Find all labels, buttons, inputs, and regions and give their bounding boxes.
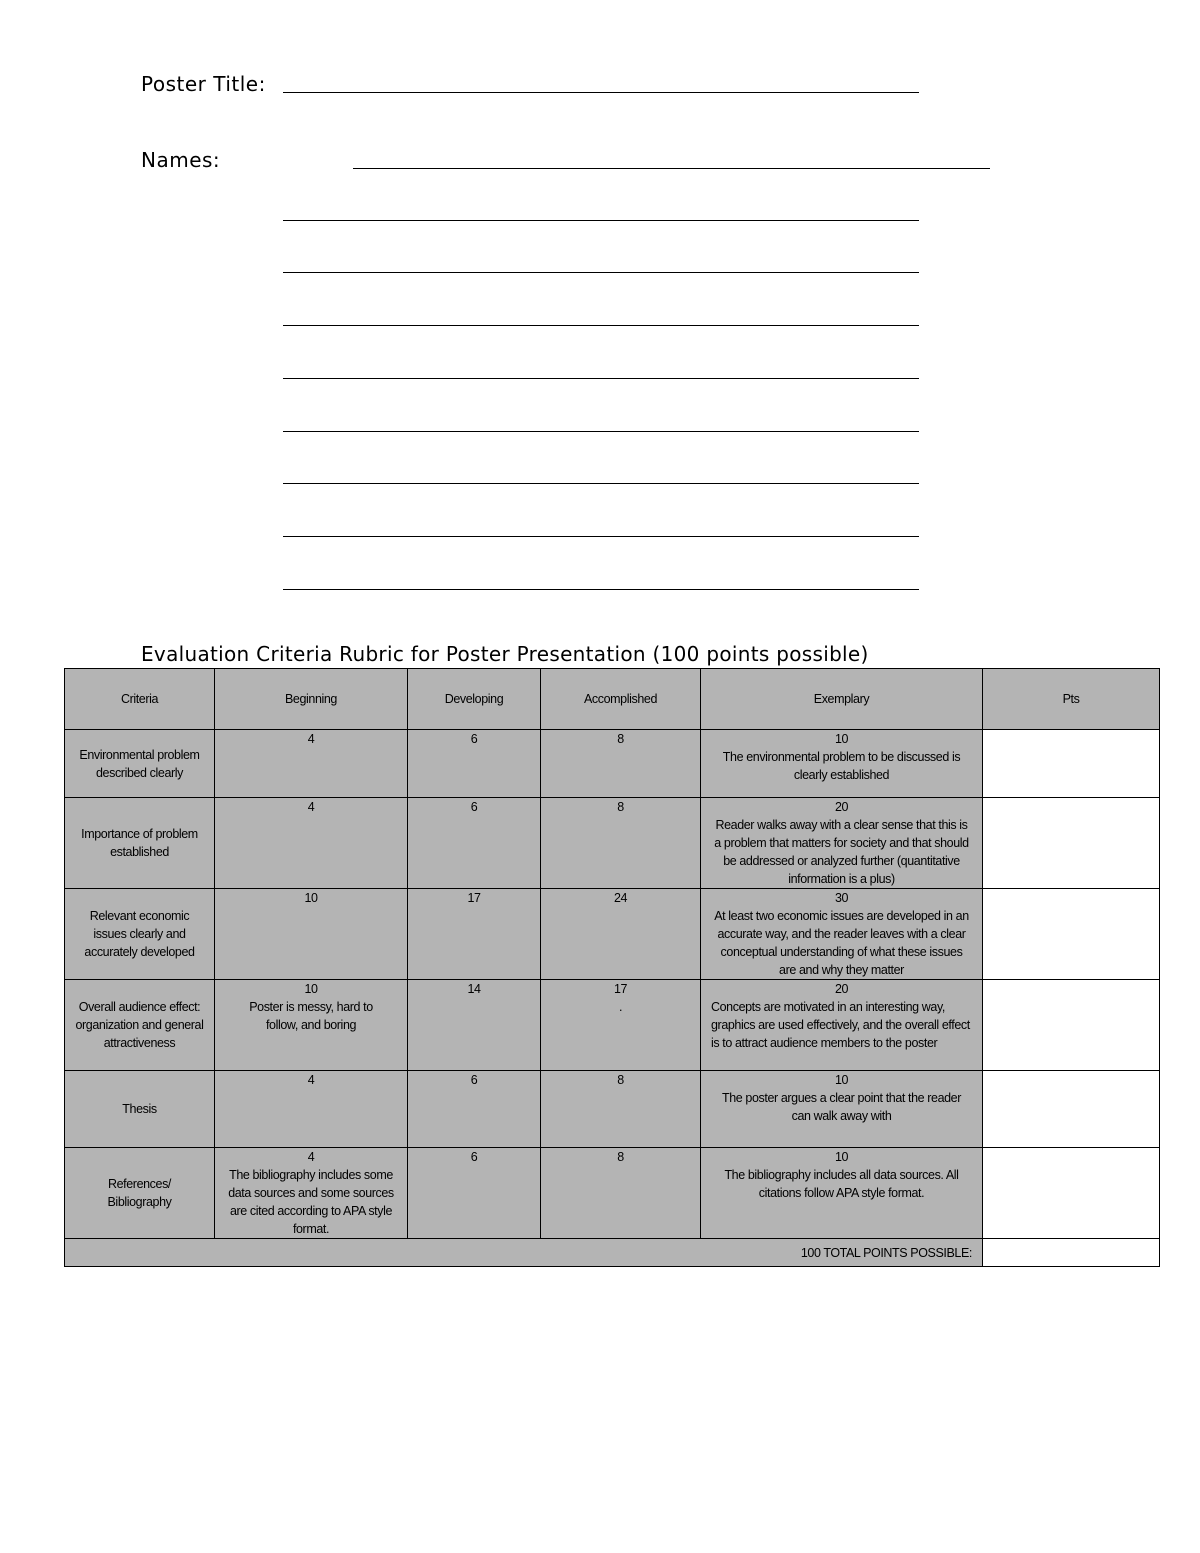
exemplary-text: Concepts are motivated in an interesting way, graphics are used effectively, and the overall effect is to attract audience members to the poster bbox=[711, 1000, 970, 1050]
beginning-score: 10 bbox=[304, 982, 318, 996]
developing-score: 6 bbox=[470, 1150, 478, 1164]
accomplished-cell bbox=[541, 1071, 701, 1148]
name-line-6[interactable] bbox=[283, 431, 919, 432]
exemplary-cell bbox=[701, 889, 983, 980]
beginning-cell bbox=[215, 1071, 408, 1148]
developing-score: 6 bbox=[470, 1073, 478, 1087]
exemplary-cell bbox=[701, 798, 983, 889]
pts-input-cell[interactable] bbox=[983, 980, 1160, 1071]
accomplished-text: . bbox=[618, 1000, 623, 1014]
pts-input-cell[interactable] bbox=[983, 889, 1160, 980]
developing-score: 6 bbox=[470, 732, 478, 746]
accomplished-score: 8 bbox=[617, 732, 624, 746]
exemplary-cell bbox=[701, 730, 983, 798]
table-row bbox=[65, 1148, 1160, 1239]
rubric-title: Evaluation Criteria Rubric for Poster Presentation (100 points possible) bbox=[141, 642, 869, 666]
header-exemplary: Exemplary bbox=[701, 669, 983, 730]
beginning-score: 4 bbox=[307, 800, 315, 814]
developing-cell bbox=[408, 798, 541, 889]
criteria-cell: Thesis bbox=[65, 1071, 215, 1148]
accomplished-cell bbox=[541, 980, 701, 1071]
developing-cell bbox=[408, 980, 541, 1071]
accomplished-score: 8 bbox=[617, 1073, 624, 1087]
exemplary-text: The poster argues a clear point that the reader can walk away with bbox=[722, 1091, 961, 1123]
poster-title-line[interactable] bbox=[283, 92, 919, 93]
exemplary-cell bbox=[701, 1148, 983, 1239]
header-developing: Developing bbox=[408, 669, 541, 730]
table-row bbox=[65, 889, 1160, 980]
criteria-cell: Importance of problem established bbox=[65, 798, 215, 889]
poster-title-label: Poster Title: bbox=[141, 72, 266, 96]
exemplary-cell bbox=[701, 980, 983, 1071]
beginning-cell bbox=[215, 889, 408, 980]
header-pts: Pts bbox=[983, 669, 1160, 730]
exemplary-text: At least two economic issues are developed in an accurate way, and the reader leaves with a clear conceptual understanding of what these issues are and why they matter bbox=[714, 909, 969, 977]
table-row bbox=[65, 730, 1160, 798]
accomplished-cell bbox=[541, 798, 701, 889]
exemplary-text: Reader walks away with a clear sense that this is a problem that matters for society and that should be addressed or analyzed further (quantitative information is a plus) bbox=[714, 818, 969, 886]
name-line-4[interactable] bbox=[283, 325, 919, 326]
accomplished-cell bbox=[541, 889, 701, 980]
beginning-cell bbox=[215, 980, 408, 1071]
header-accomplished: Accomplished bbox=[541, 669, 701, 730]
name-line-2[interactable] bbox=[283, 220, 919, 221]
header-beginning: Beginning bbox=[215, 669, 408, 730]
name-line-5[interactable] bbox=[283, 378, 919, 379]
beginning-cell bbox=[215, 798, 408, 889]
rubric-table bbox=[64, 668, 1160, 1267]
criteria-cell: Environmental problem described clearly bbox=[65, 730, 215, 798]
pts-input-cell[interactable] bbox=[983, 798, 1160, 889]
beginning-score: 4 bbox=[307, 732, 315, 746]
table-row bbox=[65, 798, 1160, 889]
name-line-8[interactable] bbox=[283, 536, 919, 537]
developing-cell bbox=[408, 730, 541, 798]
name-line-1[interactable] bbox=[353, 168, 990, 169]
exemplary-score: 10 bbox=[834, 1073, 849, 1087]
criteria-cell: References/ Bibliography bbox=[65, 1148, 215, 1239]
accomplished-cell bbox=[541, 730, 701, 798]
developing-cell bbox=[408, 1071, 541, 1148]
table-row bbox=[65, 1071, 1160, 1148]
exemplary-score: 30 bbox=[834, 891, 849, 905]
beginning-score: 10 bbox=[304, 891, 318, 905]
beginning-score: 4 bbox=[307, 1150, 315, 1164]
accomplished-score: 17 bbox=[613, 982, 628, 996]
name-line-3[interactable] bbox=[283, 272, 919, 273]
table-row bbox=[65, 980, 1160, 1071]
beginning-score: 4 bbox=[307, 1073, 315, 1087]
criteria-cell: Overall audience effect: organization and general attractiveness bbox=[65, 980, 215, 1071]
criteria-cell: Relevant economic issues clearly and accurately developed bbox=[65, 889, 215, 980]
total-row bbox=[65, 1239, 1160, 1267]
accomplished-score: 24 bbox=[613, 891, 628, 905]
exemplary-text: The environmental problem to be discussed is clearly established bbox=[722, 750, 961, 782]
exemplary-cell bbox=[701, 1071, 983, 1148]
developing-score: 17 bbox=[467, 891, 481, 905]
developing-cell bbox=[408, 889, 541, 980]
exemplary-text: The bibliography includes all data sources. All citations follow APA style format. bbox=[724, 1168, 959, 1200]
exemplary-score: 10 bbox=[834, 732, 849, 746]
accomplished-cell bbox=[541, 1148, 701, 1239]
header-criteria: Criteria bbox=[65, 669, 215, 730]
accomplished-score: 8 bbox=[617, 800, 624, 814]
developing-score: 6 bbox=[470, 800, 478, 814]
developing-cell bbox=[408, 1148, 541, 1239]
name-line-7[interactable] bbox=[283, 483, 919, 484]
beginning-text: The bibliography includes some data sources and some sources are cited according to APA style format. bbox=[228, 1168, 394, 1236]
accomplished-score: 8 bbox=[617, 1150, 624, 1164]
pts-input-cell[interactable] bbox=[983, 730, 1160, 798]
beginning-cell bbox=[215, 730, 408, 798]
total-pts-input-cell[interactable] bbox=[983, 1239, 1160, 1267]
exemplary-score: 10 bbox=[834, 1150, 849, 1164]
total-label: 100 TOTAL POINTS POSSIBLE: bbox=[65, 1239, 983, 1267]
beginning-text: Poster is messy, hard to follow, and boring bbox=[249, 1000, 373, 1032]
pts-input-cell[interactable] bbox=[983, 1071, 1160, 1148]
name-line-9[interactable] bbox=[283, 589, 919, 590]
header-row bbox=[65, 669, 1160, 730]
beginning-cell bbox=[215, 1148, 408, 1239]
pts-input-cell[interactable] bbox=[983, 1148, 1160, 1239]
developing-score: 14 bbox=[467, 982, 481, 996]
exemplary-score: 20 bbox=[834, 982, 849, 996]
names-label: Names: bbox=[141, 148, 221, 172]
exemplary-score: 20 bbox=[834, 800, 849, 814]
